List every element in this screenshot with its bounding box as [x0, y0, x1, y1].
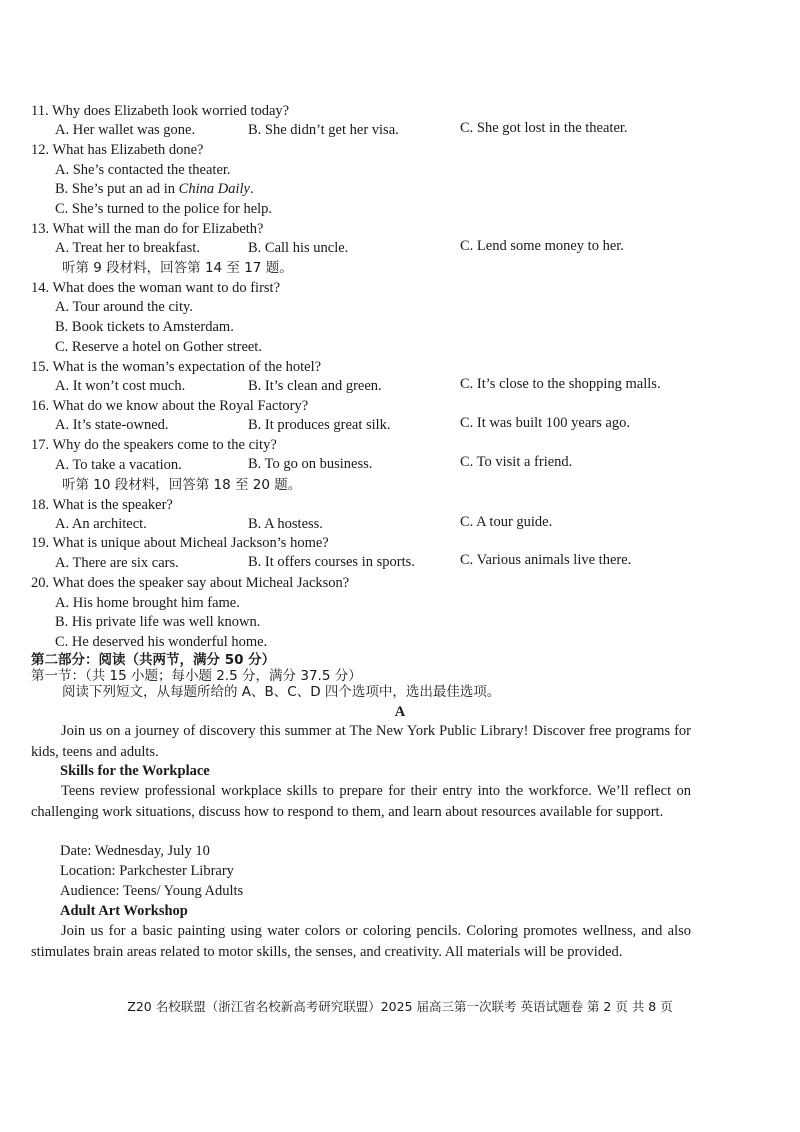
question-12-option-c: C. She’s turned to the police for help. [55, 201, 273, 217]
question-12-stem: 12. What has Elizabeth done? [31, 142, 204, 158]
option-text: . [249, 181, 254, 197]
question-12-option-a: A. She’s contacted the theater. [55, 162, 231, 178]
question-15-option-b: B. It’s clean and green. [248, 378, 382, 394]
listening-instruction-10: 听第 10 段材料，回答第 18 至 20 题。 [62, 477, 302, 493]
reading-part-title: 第二部分：阅读（共两节，满分 50 分） [31, 652, 276, 668]
paragraph-skills [31, 781, 691, 822]
question-20-stem: 20. What does the speaker say about Micheal Jackson? [31, 575, 350, 591]
question-13-option-a: A. Treat her to breakfast. [55, 240, 200, 256]
question-17-stem: 17. Why do the speakers come to the city? [31, 437, 277, 453]
event-audience: Audience: Teens/ Young Adults [60, 883, 244, 899]
passage-label: A [394, 704, 406, 720]
question-11-stem: 11. Why does Elizabeth look worried today? [31, 103, 290, 119]
question-18-option-c: C. A tour guide. [460, 514, 553, 530]
question-17-option-a: A. To take a vacation. [55, 457, 182, 473]
question-20-option-c: C. He deserved his wonderful home. [55, 634, 268, 650]
question-12-option-b [55, 180, 254, 199]
question-19-stem: 19. What is unique about Micheal Jackson’s home? [31, 535, 329, 551]
question-13-option-b: B. Call his uncle. [248, 240, 349, 256]
listening-instruction-9: 听第 9 段材料，回答第 14 至 17 题。 [62, 260, 293, 276]
question-15-option-a: A. It won’t cost much. [55, 378, 186, 394]
question-20-option-b: B. His private life was well known. [55, 614, 261, 630]
passage-intro [31, 721, 691, 762]
question-15-option-c: C. It’s close to the shopping malls. [460, 376, 661, 392]
question-11-option-a: A. Her wallet was gone. [55, 122, 196, 138]
paragraph-text: Join us for a basic painting using water colors or coloring pencils. Coloring promotes wellness, and also stimulates brain areas related to motor skills, the senses, and creativity. All materials will be provided. [31, 923, 691, 960]
question-11-option-b: B. She didn’t get her visa. [248, 122, 399, 138]
newspaper-title: China Daily [178, 181, 250, 197]
question-19-option-b: B. It offers courses in sports. [248, 554, 415, 570]
reading-directions: 阅读下列短文，从每题所给的 A、B、C、D 四个选项中，选出最佳选项。 [62, 684, 501, 700]
question-15-stem: 15. What is the woman’s expectation of the hotel? [31, 359, 322, 375]
paragraph-art-workshop [31, 921, 691, 962]
event-date: Date: Wednesday, July 10 [60, 843, 210, 859]
question-14-stem: 14. What does the woman want to do first? [31, 280, 280, 296]
question-14-option-c: C. Reserve a hotel on Gother street. [55, 339, 262, 355]
paragraph-text: Join us on a journey of discovery this summer at The New York Public Library! Discover free programs for kids, teens and adults. [31, 723, 691, 760]
question-18-option-a: A. An architect. [55, 516, 147, 532]
heading-skills-workplace: Skills for the Workplace [60, 763, 210, 779]
question-17-option-b: B. To go on business. [248, 456, 373, 472]
question-16-option-a: A. It’s state-owned. [55, 417, 169, 433]
question-16-option-b: B. It produces great silk. [248, 417, 391, 433]
question-19-option-a: A. There are six cars. [55, 555, 179, 571]
question-16-stem: 16. What do we know about the Royal Factory? [31, 398, 309, 414]
question-13-option-c: C. Lend some money to her. [460, 238, 624, 254]
question-18-stem: 18. What is the speaker? [31, 497, 173, 513]
paragraph-text: Teens review professional workplace skills to prepare for their entry into the workforce. We’ll reflect on challenging work situations, discuss how to respond to them, and learn about resources available for support. [31, 783, 691, 820]
question-17-option-c: C. To visit a friend. [460, 454, 573, 470]
question-16-option-c: C. It was built 100 years ago. [460, 415, 630, 431]
question-14-option-a: A. Tour around the city. [55, 299, 193, 315]
question-20-option-a: A. His home brought him fame. [55, 595, 240, 611]
question-11-option-c: C. She got lost in the theater. [460, 120, 628, 136]
question-14-option-b: B. Book tickets to Amsterdam. [55, 319, 234, 335]
reading-section-title: 第一节：（共 15 小题；每小题 2.5 分，满分 37.5 分） [31, 668, 362, 684]
event-location: Location: Parkchester Library [60, 863, 234, 879]
heading-adult-art-workshop: Adult Art Workshop [60, 903, 188, 919]
question-18-option-b: B. A hostess. [248, 516, 323, 532]
question-19-option-c: C. Various animals live there. [460, 552, 632, 568]
page-footer: Z20 名校联盟（浙江省名校新高考研究联盟）2025 届高三第一次联考 英语试题卷 第 2 页 共 8 页 [127, 999, 673, 1014]
option-text: B. She’s put an ad in [55, 181, 179, 197]
question-13-stem: 13. What will the man do for Elizabeth? [31, 221, 264, 237]
